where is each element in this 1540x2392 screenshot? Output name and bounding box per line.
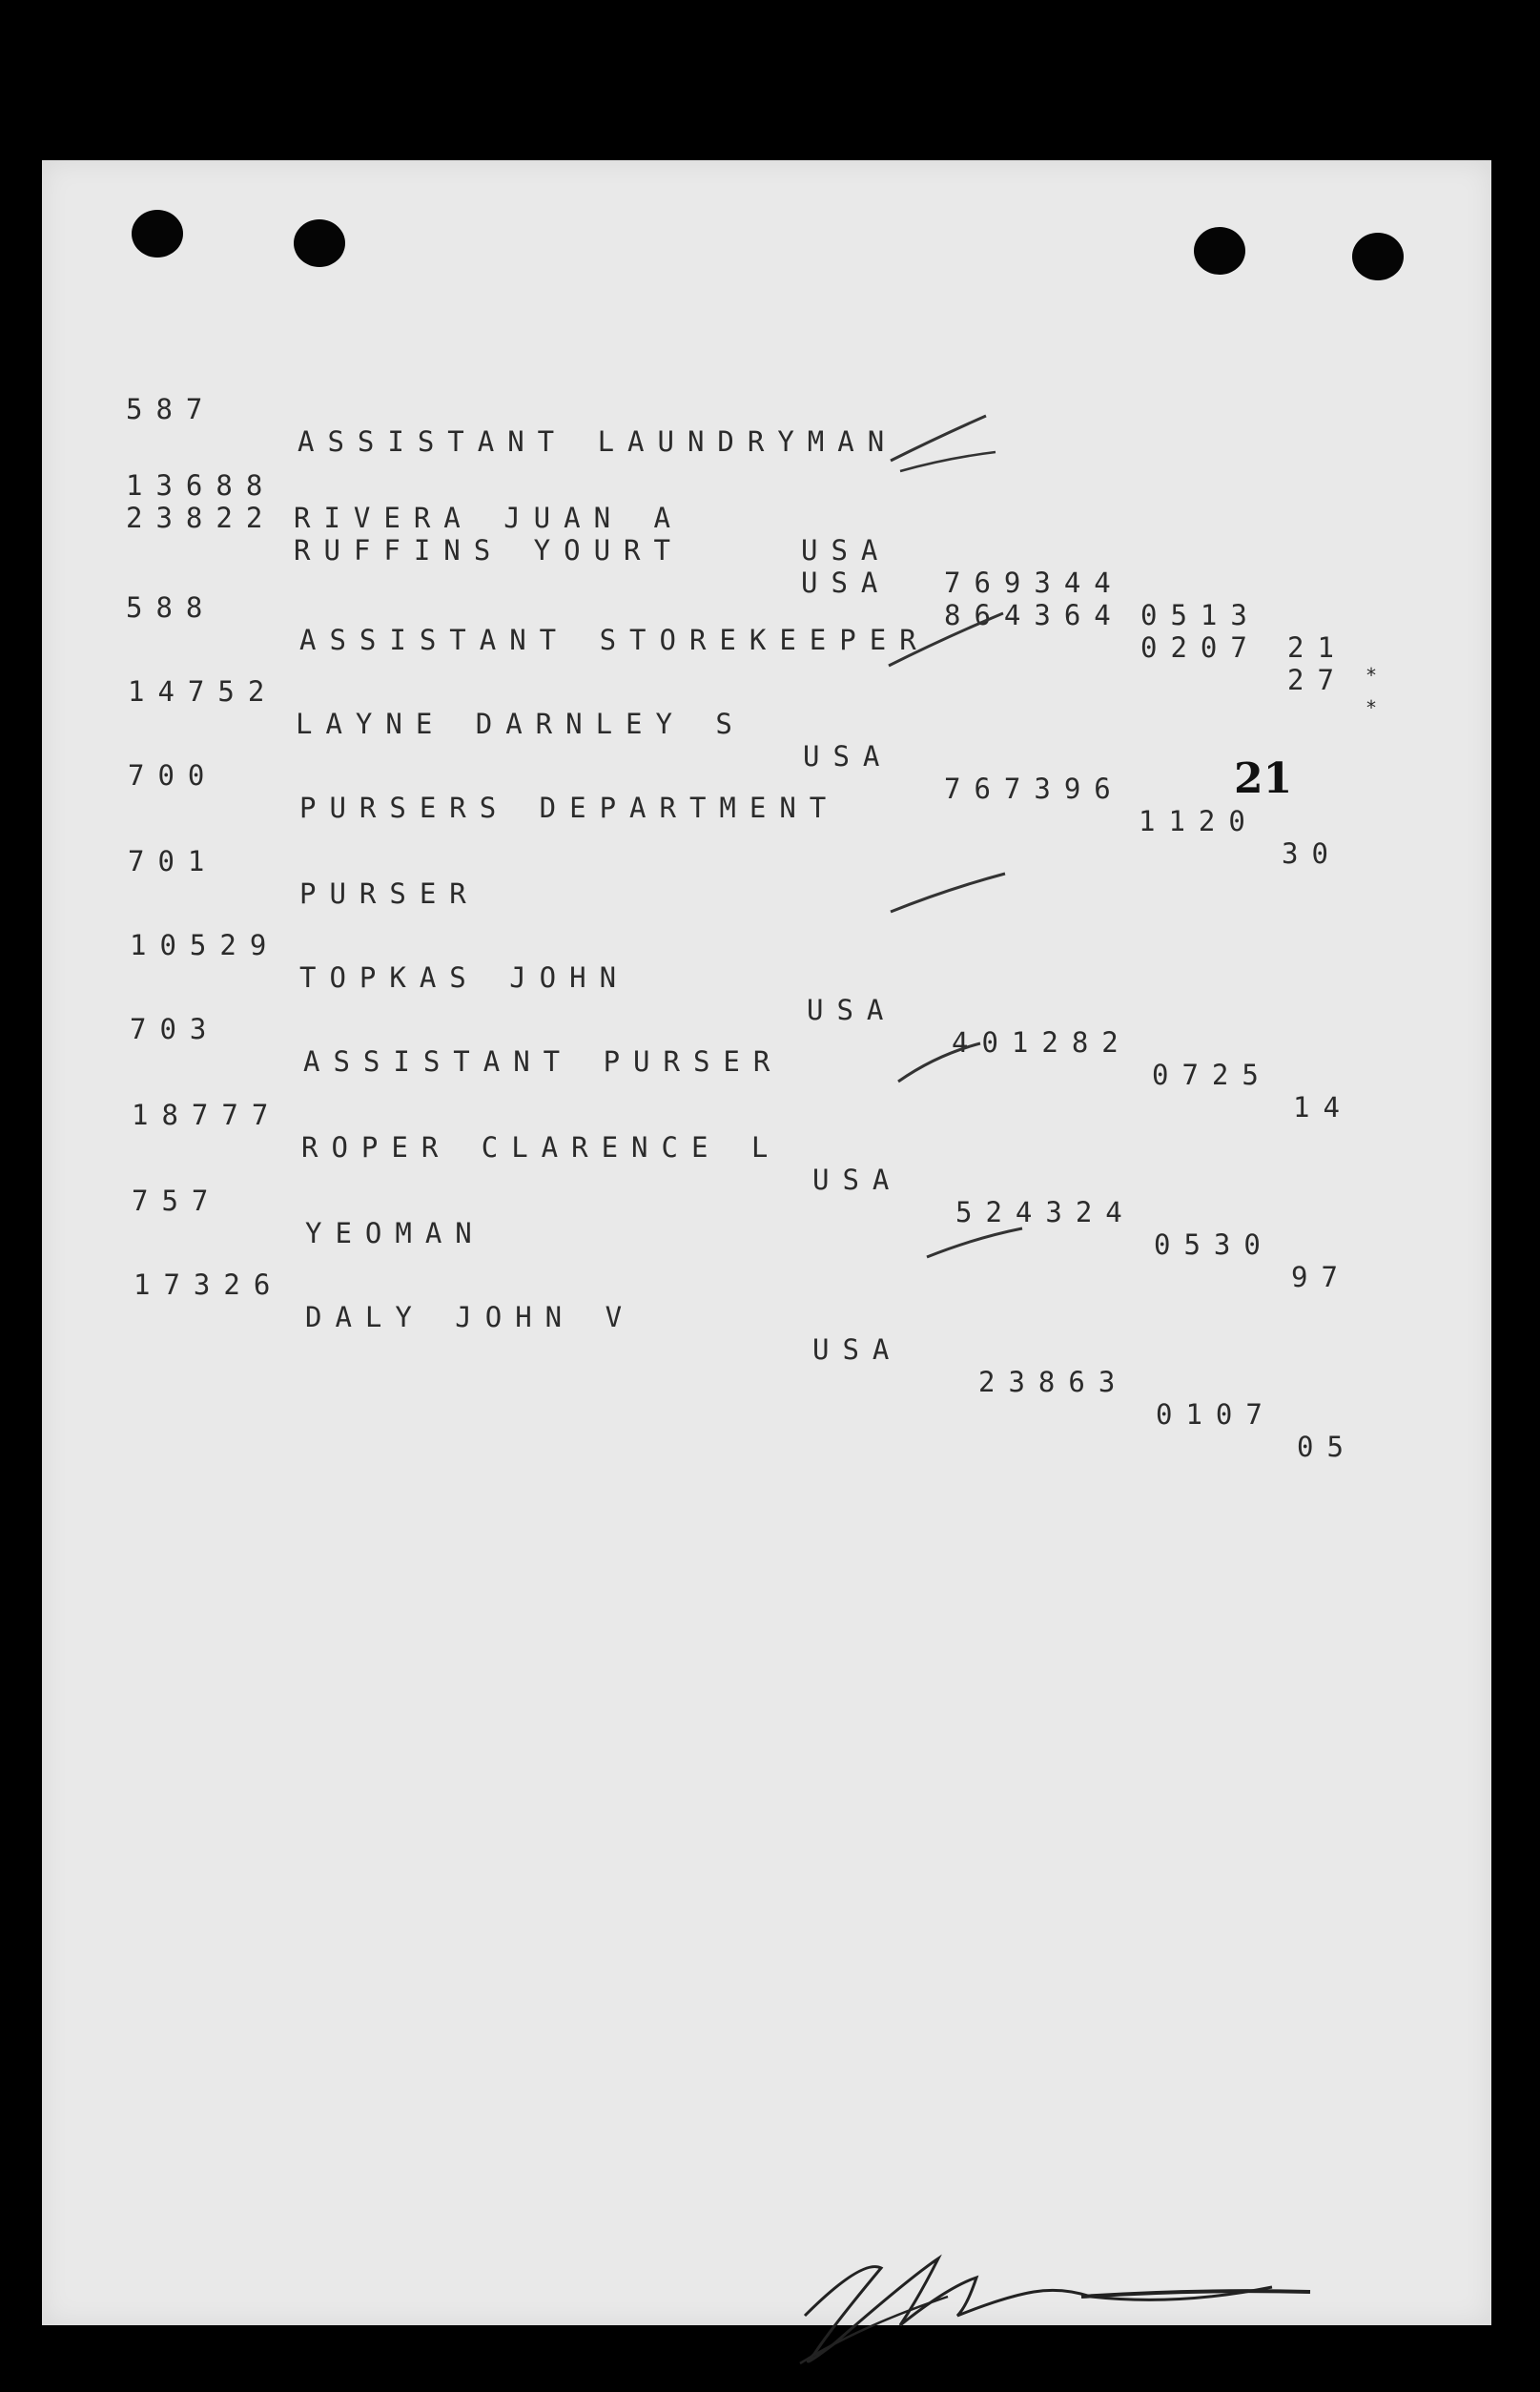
crew-date: 1120 xyxy=(1139,805,1259,837)
crew-id: 10529 xyxy=(130,929,280,961)
crew-mark: * xyxy=(1365,664,1391,687)
crew-nationality: USA xyxy=(801,567,892,599)
crew-date: 0725 xyxy=(1152,1059,1272,1091)
section-title: PURSER xyxy=(299,877,480,910)
crew-date: 0530 xyxy=(1154,1228,1274,1261)
punch-hole xyxy=(294,219,345,267)
section-code: 701 xyxy=(128,845,218,877)
punch-hole xyxy=(1352,233,1404,280)
section-code: 588 xyxy=(126,591,216,624)
crew-name: LAYNE DARNLEY S xyxy=(296,708,746,740)
crew-nationality: USA xyxy=(807,994,897,1026)
crew-name: DALY JOHN V xyxy=(305,1301,636,1333)
page-number: 21 xyxy=(1234,754,1293,803)
crew-id: 17326 xyxy=(133,1268,284,1301)
crew-name: ROPER CLARENCE L xyxy=(301,1131,782,1164)
crew-nationality: USA xyxy=(801,534,892,567)
section-code: 587 xyxy=(126,393,216,425)
check-mark xyxy=(917,1219,1032,1267)
section-title: PURSERS DEPARTMENT xyxy=(299,792,840,824)
crew-id: 14752 xyxy=(128,675,278,708)
section-code: 703 xyxy=(130,1013,220,1045)
crew-date: 0513 xyxy=(1140,599,1261,631)
crew-number: 767396 xyxy=(944,773,1124,805)
check-mark xyxy=(881,866,1015,923)
crew-number: 769344 xyxy=(944,567,1124,599)
check-mark xyxy=(879,608,1013,675)
section-title: ASSISTANT LAUNDRYMAN xyxy=(298,425,898,458)
crew-id: 23822 xyxy=(126,502,277,534)
section-code: 700 xyxy=(128,759,218,792)
crew-id: 13688 xyxy=(126,469,277,502)
crew-number: 23863 xyxy=(978,1366,1129,1398)
crew-id: 18777 xyxy=(132,1099,282,1131)
crew-nationality: USA xyxy=(812,1333,903,1366)
document-page xyxy=(42,160,1491,2325)
crew-number: 524324 xyxy=(955,1196,1136,1228)
signature-icon xyxy=(776,2201,1348,2392)
crew-age: 97 xyxy=(1291,1261,1351,1293)
crew-date: 0107 xyxy=(1156,1398,1276,1431)
crew-age: 14 xyxy=(1293,1091,1353,1124)
crew-age: 21 xyxy=(1287,631,1347,664)
crew-date: 0207 xyxy=(1140,631,1261,664)
crew-number: 401282 xyxy=(952,1026,1132,1059)
crew-age: 30 xyxy=(1282,837,1342,870)
check-mark xyxy=(881,408,1015,485)
crew-name: RUFFINS YOURT xyxy=(294,534,684,567)
crew-age: 27 xyxy=(1287,664,1347,696)
crew-age: 05 xyxy=(1297,1431,1357,1463)
crew-name: RIVERA JUAN A xyxy=(294,502,684,534)
crew-nationality: USA xyxy=(803,740,893,773)
section-title: ASSISTANT STOREKEEPER xyxy=(299,624,930,656)
crew-nationality: USA xyxy=(812,1164,903,1196)
section-title: ASSISTANT PURSER xyxy=(303,1045,784,1078)
check-mark xyxy=(889,1036,1003,1093)
crew-mark: * xyxy=(1365,696,1391,719)
crew-name: TOPKAS JOHN xyxy=(299,961,630,994)
punch-hole xyxy=(132,210,183,258)
crew-number: 864364 xyxy=(944,599,1124,631)
section-title: YEOMAN xyxy=(305,1217,485,1249)
punch-hole xyxy=(1194,227,1245,275)
section-code: 757 xyxy=(132,1185,222,1217)
